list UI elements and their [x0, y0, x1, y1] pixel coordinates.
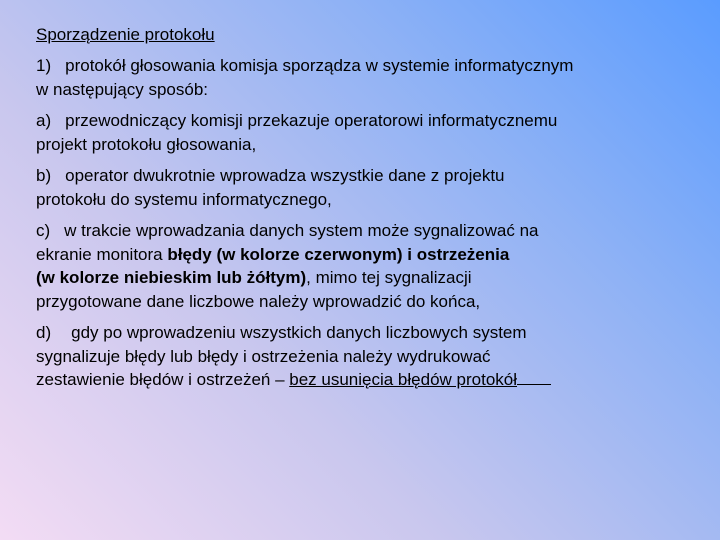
paragraph-text: sygnalizuje błędy lub błędy i ostrzeżenia należy wydrukować: [36, 346, 491, 366]
paragraph-text: w następujący sposób:: [36, 79, 208, 99]
paragraph-a: [36, 109, 686, 156]
slide-content: [36, 24, 686, 400]
paragraph-text: projekt protokołu głosowania,: [36, 134, 257, 154]
underline-blank: [517, 370, 551, 385]
paragraph-number: b): [36, 166, 52, 185]
paragraph-d: [36, 321, 686, 392]
paragraph-text: przewodniczący komisji przekazuje operatorowi informatycznemu: [65, 111, 558, 130]
paragraph-number: c): [36, 221, 51, 240]
paragraph-text: przygotowane dane liczbowe należy wprowadzić do końca,: [36, 291, 481, 311]
paragraph-1: [36, 54, 686, 101]
emphasis-text: błędy (w kolorze czerwonym) i ostrzeżenia: [167, 244, 510, 264]
paragraph-number: d): [36, 323, 52, 342]
slide-title: Sporządzenie protokołu: [36, 25, 215, 44]
emphasis-text: (w kolorze niebieskim lub żółtym): [36, 268, 307, 287]
paragraph-text: protokołu do systemu informatycznego,: [36, 189, 332, 209]
paragraph-number: a): [36, 111, 52, 130]
paragraph-number: 1): [36, 56, 52, 75]
paragraph-c: [36, 219, 686, 313]
paragraph-text: protokół głosowania komisja sporządza w systemie informatycznym: [65, 56, 574, 75]
paragraph-text: , mimo tej sygnalizacji: [306, 268, 472, 287]
paragraph-b: [36, 164, 686, 211]
underlined-text: bez usunięcia błędów protokół: [289, 370, 518, 389]
paragraph-text: operator dwukrotnie wprowadza wszystkie dane z projektu: [65, 166, 505, 185]
paragraph-text: gdy po wprowadzeniu wszystkich danych liczbowych system: [71, 323, 527, 342]
paragraph-text: ekranie monitora: [36, 244, 168, 264]
paragraph-text: w trakcie wprowadzania danych system może sygnalizować na: [64, 221, 539, 240]
paragraph-text: zestawienie błędów i ostrzeżeń –: [36, 370, 290, 389]
